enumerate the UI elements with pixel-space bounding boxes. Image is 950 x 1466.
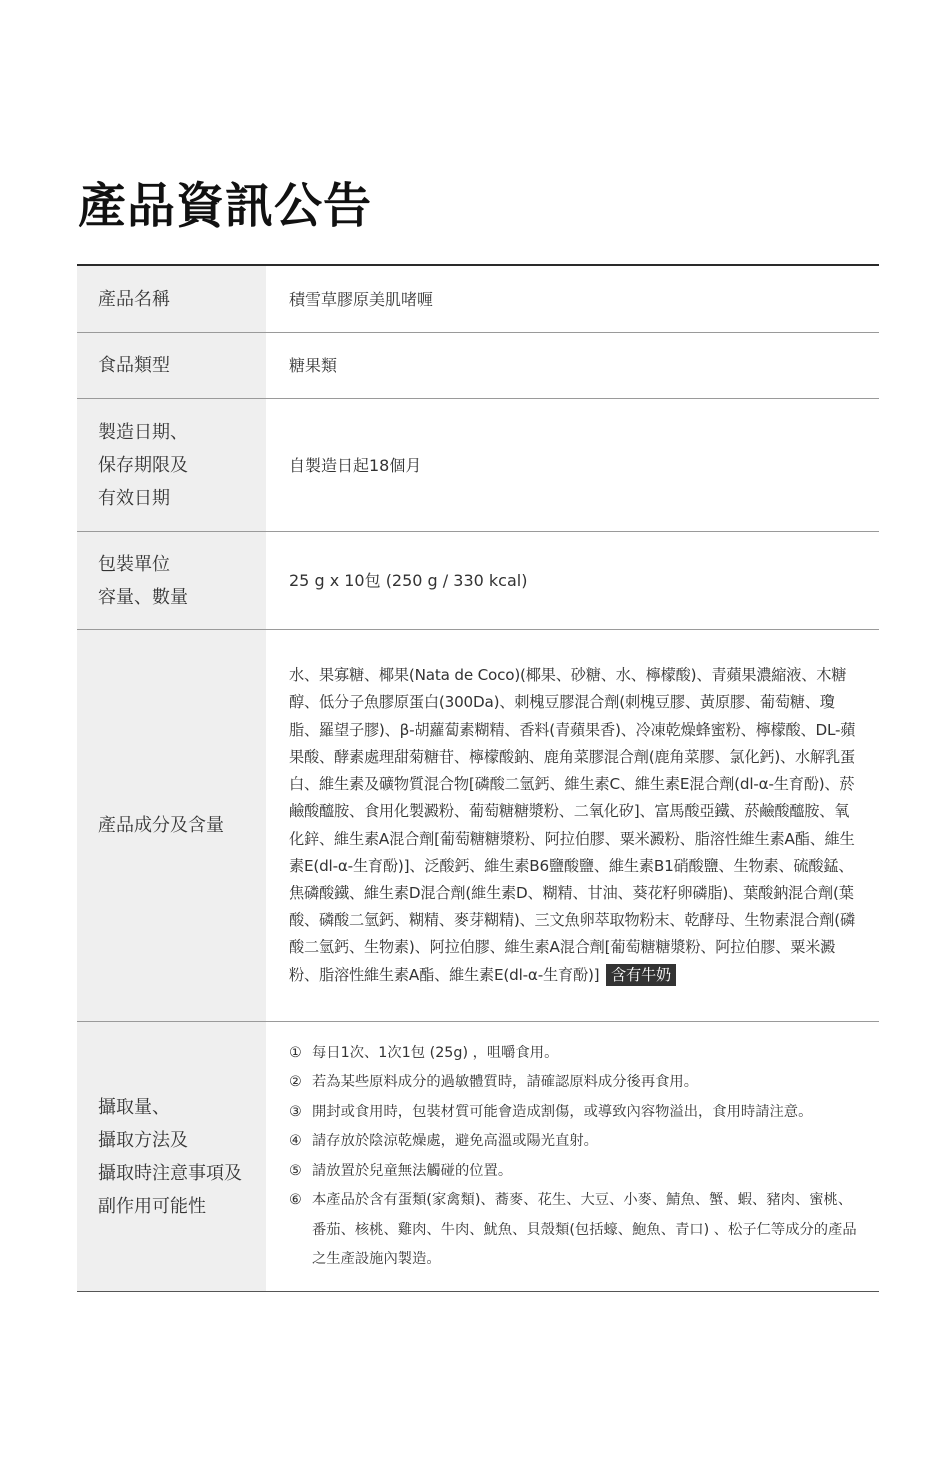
row-product-name — [77, 266, 879, 333]
note-text: 請存放於陰涼乾燥處，避免高溫或陽光直射。 — [312, 1133, 598, 1149]
note-text: 若為某些原料成分的過敏體質時，請確認原料成分後再食用。 — [312, 1074, 699, 1090]
value-product-name: 積雪草膠原美肌啫喱 — [289, 289, 434, 309]
list-item — [289, 1186, 861, 1275]
label-packaging — [98, 548, 188, 614]
label-product-name: 產品名稱 — [98, 288, 170, 310]
label-cell — [77, 333, 266, 398]
label-cell — [77, 1022, 266, 1291]
ingredients-list: 水、果寡糖、椰果(Nata de Coco)(椰果、砂糖、水、檸檬酸)、青蘋果濃縮液、木糖醇、低分子魚膠原蛋白(300Da)、刺槐豆膠混合劑(刺槐豆膠、黃原膠、葡萄糖、瓊脂、羅望子膠)、β-胡蘿蔔素糊精、香料(青蘋果香)、冷凍乾燥蜂蜜粉、檸檬酸、DL-蘋果酸、酵素處理甜菊糖苷、檸檬酸鈉、鹿角菜膠混合劑(鹿角菜膠、氯化鈣)、水解乳蛋白、維生素及礦物質混合物[磷酸二氫鈣、維生素C、維生素E混合劑(dl-α-生育酚)、菸鹼酸醯胺、食用化製澱粉、葡萄糖糖漿粉、二氧化矽]、富馬酸亞鐵、菸鹼酸醯胺、氧化鋅、維生素A混合劑[葡萄糖糖漿粉、阿拉伯膠、粟米澱粉、脂溶性維生素A酯、維生素E(dl-α-生育酚)]、泛酸鈣、維生素B6鹽酸鹽、維生素B1硝酸鹽、生物素、硫酸錳、焦磷酸鐵、維生素D混合劑(維生素D、糊精、甘油、葵花籽卵磷脂)、葉酸鈉混合劑(葉酸、磷酸二氫鈣、糊精、麥芽糊精)、三文魚卵萃取物粉末、乾酵母、生物素混合劑(磷酸二氫鈣、生物素)、阿拉伯膠、維生素A混合劑[葡萄糖糖漿粉、阿拉伯膠、粟米澱粉、脂溶性維生素A酯、維生素E(dl-α-生育酚)] — [289, 666, 856, 984]
note-text: 本產品於含有蛋類(家禽類)、蕎麥、花生、大豆、小麥、鯖魚、蟹、蝦、豬肉、蜜桃、番茄、核桃、雞肉、牛肉、魷魚、貝殼類(包括蠔、鮑魚、青口) 、松子仁等成分的產品之生產設施內製造。 — [312, 1192, 857, 1267]
list-item — [289, 1127, 861, 1157]
label-line: 攝取量、 — [98, 1096, 170, 1118]
list-item — [289, 1068, 861, 1098]
row-packaging — [77, 532, 879, 630]
label-line: 攝取時注意事項及 — [98, 1162, 242, 1184]
label-line: 容量、數量 — [98, 586, 188, 608]
label-cell — [77, 630, 266, 1021]
note-number: ⑤ — [289, 1162, 302, 1179]
note-text: 每日1次、1次1包 (25g) ，咀嚼食用。 — [312, 1044, 559, 1061]
label-line: 保存期限及 — [98, 454, 188, 476]
value-cell — [266, 333, 879, 398]
intake-notes-list — [289, 1039, 861, 1275]
value-cell — [266, 1022, 879, 1291]
label-line: 包裝單位 — [98, 553, 170, 575]
label-cell — [77, 266, 266, 332]
note-text: 開封或食用時，包裝材質可能會造成割傷，或導致內容物溢出，食用時請注意。 — [312, 1103, 813, 1120]
note-number: ⑥ — [289, 1192, 302, 1208]
value-cell — [266, 532, 879, 629]
list-item — [289, 1157, 861, 1187]
value-cell — [266, 399, 879, 531]
list-item — [289, 1098, 861, 1128]
page-title: 產品資訊公告 — [78, 178, 373, 234]
label-expiry — [98, 416, 188, 515]
row-intake — [77, 1022, 879, 1292]
value-packaging: 25 g x 10包 (250 g / 330 kcal) — [289, 571, 528, 590]
label-cell — [77, 399, 266, 531]
note-number: ② — [289, 1074, 302, 1090]
label-intake — [98, 1091, 242, 1223]
note-number: ④ — [289, 1133, 302, 1149]
value-food-type: 糖果類 — [289, 356, 338, 375]
label-line: 有效日期 — [98, 487, 170, 509]
list-item — [289, 1039, 861, 1069]
label-line: 副作用可能性 — [98, 1195, 206, 1217]
row-ingredients — [77, 630, 879, 1022]
label-ingredients: 產品成分及含量 — [98, 815, 224, 836]
value-cell — [266, 630, 879, 1021]
row-food-type — [77, 333, 879, 399]
note-number: ③ — [289, 1103, 302, 1120]
label-line: 攝取方法及 — [98, 1129, 188, 1151]
label-food-type: 食品類型 — [98, 355, 170, 376]
row-expiry — [77, 399, 879, 532]
note-number: ① — [289, 1044, 302, 1061]
allergen-badge: 含有牛奶 — [606, 964, 676, 986]
product-info-table — [77, 264, 879, 1292]
ingredients-text — [289, 662, 861, 988]
value-cell — [266, 266, 879, 332]
note-text: 請放置於兒童無法觸碰的位置。 — [312, 1162, 513, 1179]
value-expiry: 自製造日起18個月 — [289, 455, 422, 475]
label-line: 製造日期、 — [98, 421, 188, 443]
label-cell — [77, 532, 266, 629]
